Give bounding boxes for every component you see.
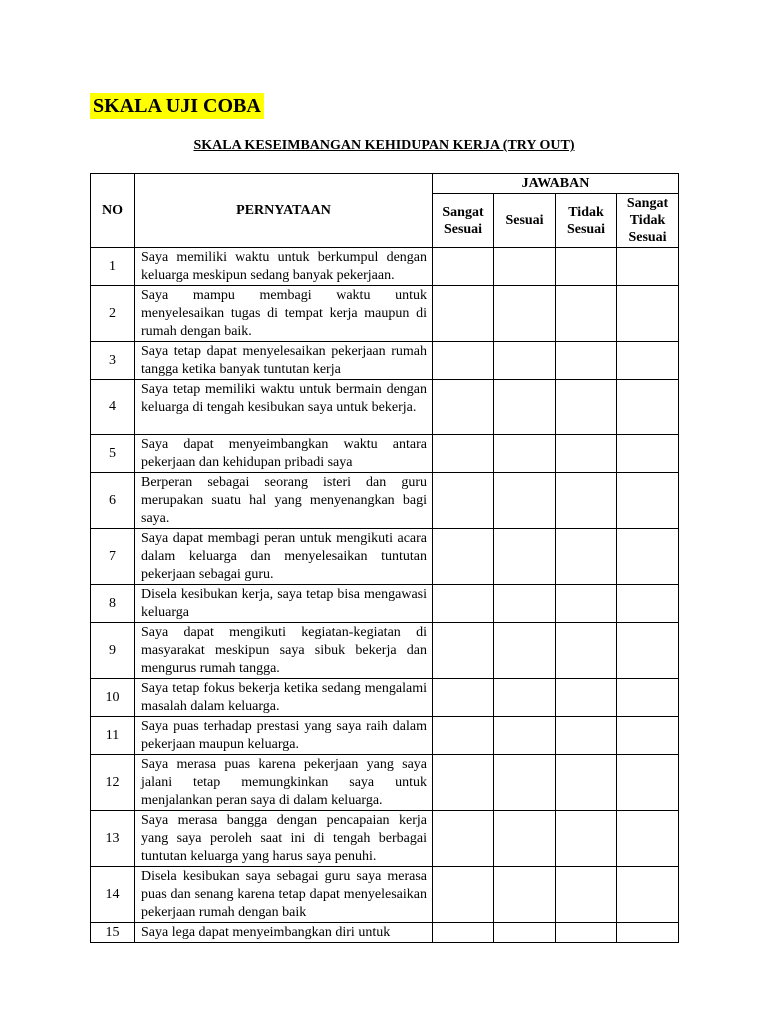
row-number: 4 (91, 380, 135, 435)
answer-cell-sangat-sesuai[interactable] (433, 585, 494, 623)
answer-cell-sesuai[interactable] (494, 623, 556, 679)
table-row (91, 623, 679, 679)
answer-cell-sangat-sesuai[interactable] (433, 867, 494, 923)
answer-cell-sangat-tidak-sesuai[interactable] (617, 473, 679, 529)
answer-cell-sesuai[interactable] (494, 923, 556, 943)
answer-cell-tidak-sesuai[interactable] (556, 585, 617, 623)
row-statement: Berperan sebagai seorang isteri dan guru merupakan suatu hal yang menyenangkan bagi saya. (135, 473, 433, 529)
row-statement: Disela kesibukan kerja, saya tetap bisa mengawasi keluarga (135, 585, 433, 623)
row-number: 11 (91, 717, 135, 755)
answer-cell-sangat-tidak-sesuai[interactable] (617, 623, 679, 679)
row-statement: Disela kesibukan saya sebagai guru saya merasa puas dan senang karena tetap dapat menyelesaikan pekerjaan rumah dengan baik (135, 867, 433, 923)
answer-cell-tidak-sesuai[interactable] (556, 529, 617, 585)
answer-cell-sangat-tidak-sesuai[interactable] (617, 286, 679, 342)
answer-cell-sangat-tidak-sesuai[interactable] (617, 755, 679, 811)
row-number: 9 (91, 623, 135, 679)
row-number: 10 (91, 679, 135, 717)
answer-cell-tidak-sesuai[interactable] (556, 435, 617, 473)
answer-cell-tidak-sesuai[interactable] (556, 473, 617, 529)
answer-cell-sesuai[interactable] (494, 529, 556, 585)
row-number: 8 (91, 585, 135, 623)
answer-cell-tidak-sesuai[interactable] (556, 342, 617, 380)
answer-cell-sangat-tidak-sesuai[interactable] (617, 923, 679, 943)
answer-cell-sangat-tidak-sesuai[interactable] (617, 248, 679, 286)
table-row (91, 717, 679, 755)
row-statement: Saya mampu membagi waktu untuk menyelesaikan tugas di tempat kerja maupun di rumah dengan baik. (135, 286, 433, 342)
answer-cell-sangat-sesuai[interactable] (433, 473, 494, 529)
row-number: 13 (91, 811, 135, 867)
answer-cell-tidak-sesuai[interactable] (556, 679, 617, 717)
answer-cell-sangat-tidak-sesuai[interactable] (617, 585, 679, 623)
row-statement: Saya tetap fokus bekerja ketika sedang mengalami masalah dalam keluarga. (135, 679, 433, 717)
table-row (91, 342, 679, 380)
page-heading: SKALA UJI COBA (90, 93, 264, 119)
answer-cell-tidak-sesuai[interactable] (556, 923, 617, 943)
table-row (91, 585, 679, 623)
answer-cell-sangat-tidak-sesuai[interactable] (617, 529, 679, 585)
questionnaire-table (90, 173, 679, 943)
answer-cell-sesuai[interactable] (494, 473, 556, 529)
row-statement: Saya merasa bangga dengan pencapaian kerja yang saya peroleh saat ini di tengah berbagai tuntutan keluarga yang harus saya penuhi. (135, 811, 433, 867)
row-number: 1 (91, 248, 135, 286)
row-statement: Saya lega dapat menyeimbangkan diri untuk (135, 923, 433, 943)
answer-cell-sesuai[interactable] (494, 248, 556, 286)
scale-title: SKALA KESEIMBANGAN KEHIDUPAN KERJA (TRY OUT) (193, 138, 575, 153)
answer-cell-sangat-tidak-sesuai[interactable] (617, 435, 679, 473)
header-statement: PERNYATAAN (135, 174, 433, 248)
answer-cell-tidak-sesuai[interactable] (556, 623, 617, 679)
header-option-sangat-tidak-sesuai: Sangat Tidak Sesuai (617, 194, 679, 248)
answer-cell-sangat-tidak-sesuai[interactable] (617, 717, 679, 755)
table-row (91, 248, 679, 286)
answer-cell-sangat-sesuai[interactable] (433, 342, 494, 380)
answer-cell-sangat-sesuai[interactable] (433, 286, 494, 342)
table-row (91, 923, 679, 943)
answer-cell-sangat-sesuai[interactable] (433, 811, 494, 867)
table-body (91, 248, 679, 943)
table-row (91, 380, 679, 435)
row-number: 3 (91, 342, 135, 380)
header-option-sangat-sesuai: Sangat Sesuai (433, 194, 494, 248)
row-statement: Saya dapat membagi peran untuk mengikuti acara dalam keluarga dan menyelesaikan tuntutan pekerjaan sebagai guru. (135, 529, 433, 585)
answer-cell-sesuai[interactable] (494, 867, 556, 923)
table-row (91, 286, 679, 342)
answer-cell-sesuai[interactable] (494, 811, 556, 867)
row-number: 6 (91, 473, 135, 529)
answer-cell-tidak-sesuai[interactable] (556, 380, 617, 435)
header-option-sesuai: Sesuai (494, 194, 556, 248)
table-row (91, 755, 679, 811)
answer-cell-sangat-sesuai[interactable] (433, 679, 494, 717)
answer-cell-sangat-sesuai[interactable] (433, 380, 494, 435)
row-number: 14 (91, 867, 135, 923)
answer-cell-tidak-sesuai[interactable] (556, 248, 617, 286)
answer-cell-sesuai[interactable] (494, 435, 556, 473)
answer-cell-sesuai[interactable] (494, 380, 556, 435)
answer-cell-sangat-sesuai[interactable] (433, 717, 494, 755)
header-no: NO (91, 174, 135, 248)
row-number: 7 (91, 529, 135, 585)
header-answer: JAWABAN (433, 174, 679, 194)
answer-cell-sangat-sesuai[interactable] (433, 248, 494, 286)
answer-cell-sangat-sesuai[interactable] (433, 623, 494, 679)
table-row (91, 867, 679, 923)
header-option-tidak-sesuai: Tidak Sesuai (556, 194, 617, 248)
row-statement: Saya puas terhadap prestasi yang saya raih dalam pekerjaan maupun keluarga. (135, 717, 433, 755)
questionnaire-table-wrapper (90, 173, 678, 940)
table-row (91, 811, 679, 867)
table-row (91, 473, 679, 529)
row-number: 12 (91, 755, 135, 811)
table-row (91, 529, 679, 585)
row-statement: Saya tetap dapat menyelesaikan pekerjaan rumah tangga ketika banyak tuntutan kerja (135, 342, 433, 380)
row-number: 15 (91, 923, 135, 943)
answer-cell-tidak-sesuai[interactable] (556, 811, 617, 867)
answer-cell-tidak-sesuai[interactable] (556, 286, 617, 342)
row-statement: Saya dapat menyeimbangkan waktu antara pekerjaan dan kehidupan pribadi saya (135, 435, 433, 473)
answer-cell-sesuai[interactable] (494, 717, 556, 755)
table-row (91, 679, 679, 717)
answer-cell-sangat-sesuai[interactable] (433, 755, 494, 811)
answer-cell-tidak-sesuai[interactable] (556, 755, 617, 811)
answer-cell-sesuai[interactable] (494, 585, 556, 623)
answer-cell-sesuai[interactable] (494, 679, 556, 717)
row-number: 2 (91, 286, 135, 342)
answer-cell-sangat-tidak-sesuai[interactable] (617, 811, 679, 867)
row-number: 5 (91, 435, 135, 473)
answer-cell-sesuai[interactable] (494, 286, 556, 342)
row-statement: Saya memiliki waktu untuk berkumpul dengan keluarga meskipun sedang banyak pekerjaan. (135, 248, 433, 286)
answer-cell-sesuai[interactable] (494, 755, 556, 811)
table-row (91, 435, 679, 473)
answer-cell-tidak-sesuai[interactable] (556, 717, 617, 755)
row-statement: Saya dapat mengikuti kegiatan-kegiatan di masyarakat meskipun saya sibuk bekerja dan mengurus rumah tangga. (135, 623, 433, 679)
answer-cell-sangat-tidak-sesuai[interactable] (617, 679, 679, 717)
answer-cell-sangat-sesuai[interactable] (433, 923, 494, 943)
answer-cell-sesuai[interactable] (494, 342, 556, 380)
answer-cell-tidak-sesuai[interactable] (556, 867, 617, 923)
answer-cell-sangat-tidak-sesuai[interactable] (617, 380, 679, 435)
row-statement: Saya tetap memiliki waktu untuk bermain dengan keluarga di tengah kesibukan saya untuk bekerja. (135, 380, 433, 435)
row-statement: Saya merasa puas karena pekerjaan yang saya jalani tetap memungkinkan saya untuk menjalankan peran saya di dalam keluarga. (135, 755, 433, 811)
answer-cell-sangat-sesuai[interactable] (433, 529, 494, 585)
answer-cell-sangat-tidak-sesuai[interactable] (617, 342, 679, 380)
answer-cell-sangat-sesuai[interactable] (433, 435, 494, 473)
answer-cell-sangat-tidak-sesuai[interactable] (617, 867, 679, 923)
